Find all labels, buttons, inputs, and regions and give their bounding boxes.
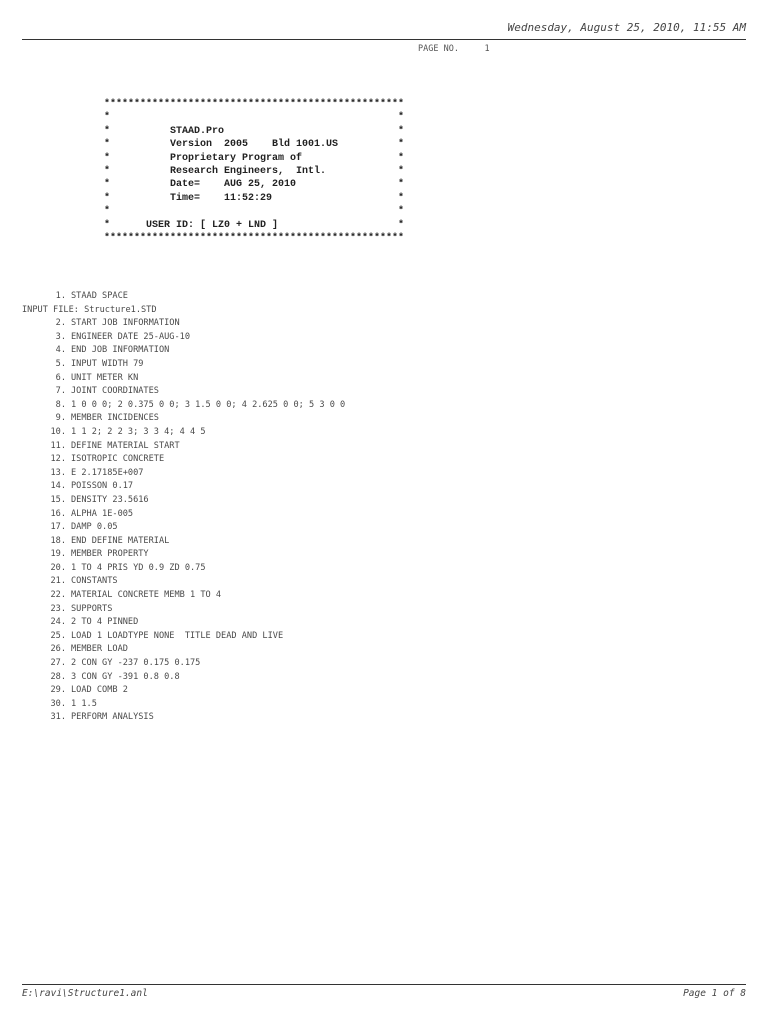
listing-row: [22, 508, 345, 522]
page-no-label: PAGE NO.: [418, 44, 459, 54]
command-text: MEMBER PROPERTY: [71, 549, 149, 560]
command-text: MEMBER LOAD: [71, 644, 128, 655]
listing-row: [22, 494, 345, 508]
listing-row: [22, 331, 345, 345]
listing-row: [22, 358, 345, 372]
command-text: CONSTANTS: [71, 576, 118, 587]
listing-row: [22, 412, 345, 426]
page-number-header: [418, 44, 490, 54]
listing-row: [22, 290, 345, 304]
command-text: 2 TO 4 PINNED: [71, 617, 139, 628]
listing-row: [22, 317, 345, 331]
command-text: DAMP 0.05: [71, 522, 118, 533]
command-text: ENGINEER DATE 25-AUG-10: [71, 331, 190, 342]
command-text: DENSITY 23.5616: [71, 494, 149, 505]
command-text: END JOB INFORMATION: [71, 345, 170, 356]
input-file-line: INPUT FILE: Structure1.STD: [22, 304, 157, 315]
footer-file-path: E:\ravi\Structure1.anl: [22, 988, 148, 999]
line-number: 25.: [50, 630, 66, 641]
line-number: 24.: [50, 617, 66, 628]
header-divider: [22, 39, 746, 40]
banner-line: * *: [104, 206, 405, 218]
command-text: JOINT COORDINATES: [71, 386, 159, 397]
line-number: 26.: [50, 644, 66, 655]
listing-row: [22, 548, 345, 562]
command-text: ALPHA 1E-005: [71, 508, 134, 519]
listing-row: [22, 467, 345, 481]
line-number: 22.: [50, 590, 66, 601]
command-text: DEFINE MATERIAL START: [71, 440, 180, 451]
line-number: 1.: [55, 291, 66, 301]
line-number: 30.: [50, 698, 66, 709]
command-text: PERFORM ANALYSIS: [71, 712, 154, 723]
banner-line: * STAAD.Pro *: [104, 125, 405, 137]
listing-row: [22, 521, 345, 535]
command-text: STAAD SPACE: [71, 291, 128, 301]
listing-row: [22, 575, 345, 589]
line-number: 23.: [50, 603, 66, 614]
line-number: 16.: [50, 508, 66, 519]
line-number: 9.: [55, 413, 66, 424]
line-number: 28.: [50, 671, 66, 682]
command-text: 2 CON GY -237 0.175 0.175: [71, 658, 201, 669]
command-text: LOAD 1 LOADTYPE NONE TITLE DEAD AND LIVE: [71, 630, 284, 641]
footer-divider: [22, 984, 746, 985]
listing-row: [22, 535, 345, 549]
listing-row: [22, 671, 345, 685]
line-number: 10.: [50, 426, 66, 437]
listing-row: [22, 453, 345, 467]
line-number: 14.: [50, 481, 66, 492]
listing-row: [22, 684, 345, 698]
command-text: ISOTROPIC CONCRETE: [71, 454, 165, 465]
listing-row: [22, 304, 345, 318]
page-no-value: 1: [484, 44, 490, 54]
command-text: MEMBER INCIDENCES: [71, 413, 159, 424]
command-text: 1 0 0 0; 2 0.375 0 0; 3 1.5 0 0; 4 2.625 0 0; 5 3 0 0: [71, 399, 346, 410]
line-number: 13.: [50, 467, 66, 478]
command-text: 1 1.5: [71, 698, 97, 709]
command-text: END DEFINE MATERIAL: [71, 535, 170, 546]
command-text: 1 1 2; 2 2 3; 3 3 4; 4 4 5: [71, 426, 206, 437]
line-number: 3.: [55, 331, 66, 342]
line-number: 2.: [55, 318, 66, 329]
line-number: 18.: [50, 535, 66, 546]
banner-line: * Time= 11:52:29 *: [104, 192, 405, 204]
line-number: 6.: [55, 372, 66, 383]
listing-row: [22, 440, 345, 454]
command-text: UNIT METER KN: [71, 372, 139, 383]
line-number: 17.: [50, 522, 66, 533]
listing-row: [22, 643, 345, 657]
listing-row: [22, 603, 345, 617]
command-text: MATERIAL CONCRETE MEMB 1 TO 4: [71, 590, 222, 601]
banner-line: **************************************************: [104, 233, 405, 245]
line-number: 7.: [55, 386, 66, 397]
command-text: 3 CON GY -391 0.8 0.8: [71, 671, 180, 682]
banner-line: **************************************************: [104, 99, 405, 110]
listing-row: [22, 698, 345, 712]
listing-row: [22, 385, 345, 399]
listing-row: [22, 344, 345, 358]
line-number: 20.: [50, 562, 66, 573]
command-text: SUPPORTS: [71, 603, 113, 614]
line-number: 8.: [55, 399, 66, 410]
banner-line: * USER ID: [ LZ0 + LND ] *: [104, 219, 405, 231]
staad-banner: [104, 98, 404, 245]
banner-line: * Date= AUG 25, 2010 *: [104, 179, 405, 191]
listing-row: [22, 372, 345, 386]
listing-row: [22, 480, 345, 494]
listing-row: [22, 426, 345, 440]
header-datetime: Wednesday, August 25, 2010, 11:55 AM: [507, 21, 746, 34]
command-text: E 2.17185E+007: [71, 467, 144, 478]
command-text: POISSON 0.17: [71, 481, 134, 492]
line-number: 19.: [50, 549, 66, 560]
listing-row: [22, 657, 345, 671]
listing-row: [22, 589, 345, 603]
banner-line: * Proprietary Program of *: [104, 152, 405, 164]
line-number: 21.: [50, 576, 66, 587]
line-number: 11.: [50, 440, 66, 451]
input-listing: [22, 290, 345, 725]
line-number: 15.: [50, 494, 66, 505]
banner-line: * Version 2005 Bld 1001.US *: [104, 139, 405, 151]
banner-line: * Research Engineers, Intl. *: [104, 166, 405, 178]
command-text: 1 TO 4 PRIS YD 0.9 ZD 0.75: [71, 562, 206, 573]
line-number: 4.: [55, 345, 66, 356]
listing-row: [22, 711, 345, 725]
line-number: 27.: [50, 658, 66, 669]
line-number: 29.: [50, 685, 66, 696]
listing-row: [22, 562, 345, 576]
footer-page-count: Page 1 of 8: [683, 988, 746, 999]
listing-row: [22, 630, 345, 644]
line-number: 5.: [55, 358, 66, 369]
command-text: LOAD COMB 2: [71, 685, 128, 696]
line-number: 12.: [50, 454, 66, 465]
listing-row: [22, 399, 345, 413]
command-text: START JOB INFORMATION: [71, 318, 180, 329]
listing-row: [22, 616, 345, 630]
banner-line: * *: [104, 112, 405, 124]
line-number: 31.: [50, 712, 66, 723]
command-text: INPUT WIDTH 79: [71, 358, 144, 369]
